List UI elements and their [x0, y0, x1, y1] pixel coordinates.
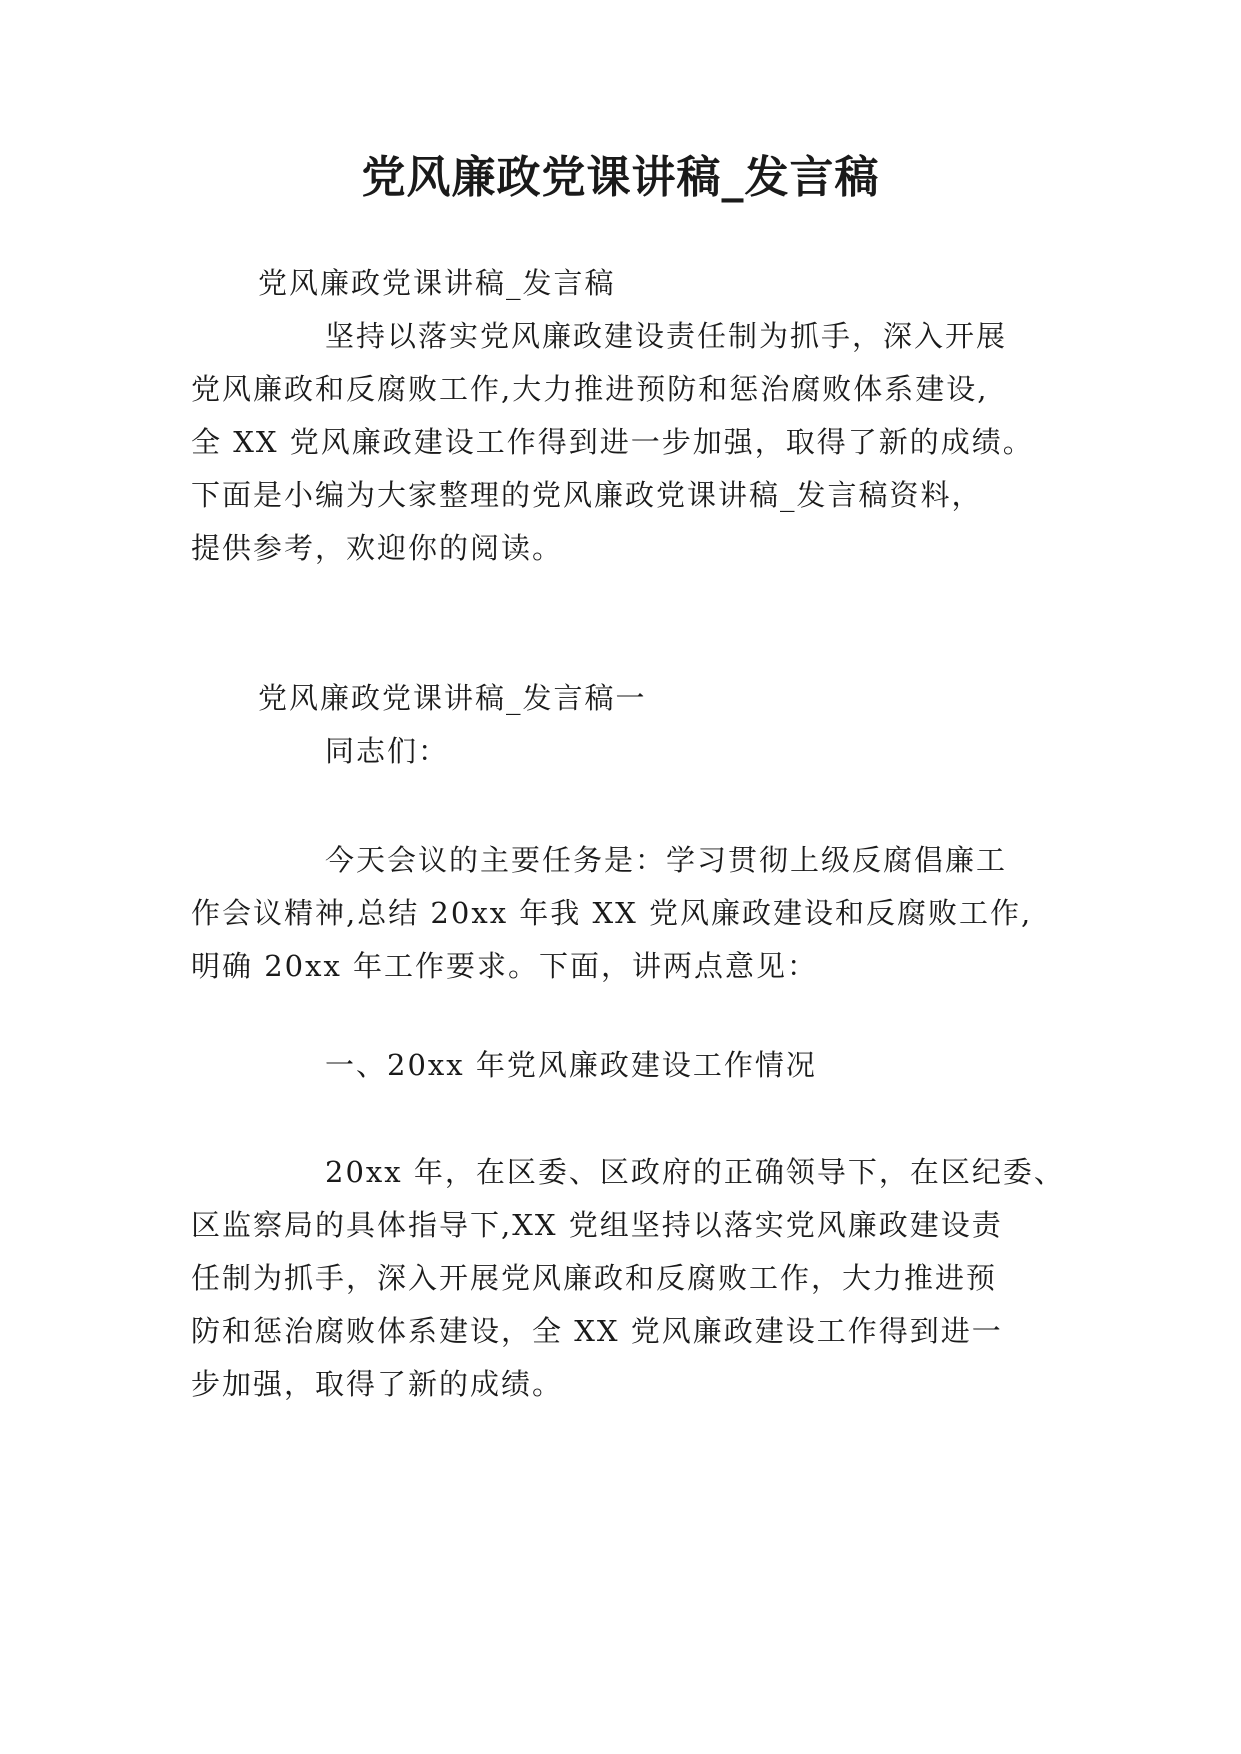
paragraph-line: 今天会议的主要任务是：学习贯彻上级反腐倡廉工: [325, 843, 1008, 877]
greeting: 同志们：: [325, 734, 450, 768]
intro-line: 党风廉政和反腐败工作,大力推进预防和惩治腐败体系建设,: [191, 372, 989, 406]
intro-line: 坚持以落实党风廉政建设责任制为抓手，深入开展: [325, 319, 1008, 353]
paragraph-line: 防和惩治腐败体系建设，全 XX 党风廉政建设工作得到进一: [191, 1314, 1003, 1348]
document-title: 党风廉政党课讲稿_发言稿: [361, 152, 880, 203]
paragraph-line: 作会议精神,总结 20xx 年我 XX 党风廉政建设和反腐败工作,: [191, 896, 1033, 930]
subheading: 一、20xx 年党风廉政建设工作情况: [325, 1048, 817, 1082]
section-heading: 党风廉政党课讲稿_发言稿一: [258, 681, 647, 715]
paragraph-line: 明确 20xx 年工作要求。下面，讲两点意见：: [191, 949, 819, 983]
intro-line: 下面是小编为大家整理的党风廉政党课讲稿_发言稿资料，: [191, 478, 983, 512]
paragraph-line: 任制为抓手，深入开展党风廉政和反腐败工作，大力推进预: [191, 1261, 998, 1295]
paragraph-line: 20xx 年，在区委、区政府的正确领导下，在区纪委、: [325, 1155, 1065, 1189]
paragraph-line: 步加强，取得了新的成绩。: [191, 1367, 564, 1401]
intro-line: 全 XX 党风廉政建设工作得到进一步加强，取得了新的成绩。: [191, 425, 1034, 459]
intro-line: 提供参考，欢迎你的阅读。: [191, 531, 564, 565]
paragraph-line: 区监察局的具体指导下,XX 党组坚持以落实党风廉政建设责: [191, 1208, 1003, 1242]
intro-heading: 党风廉政党课讲稿_发言稿: [258, 266, 616, 300]
